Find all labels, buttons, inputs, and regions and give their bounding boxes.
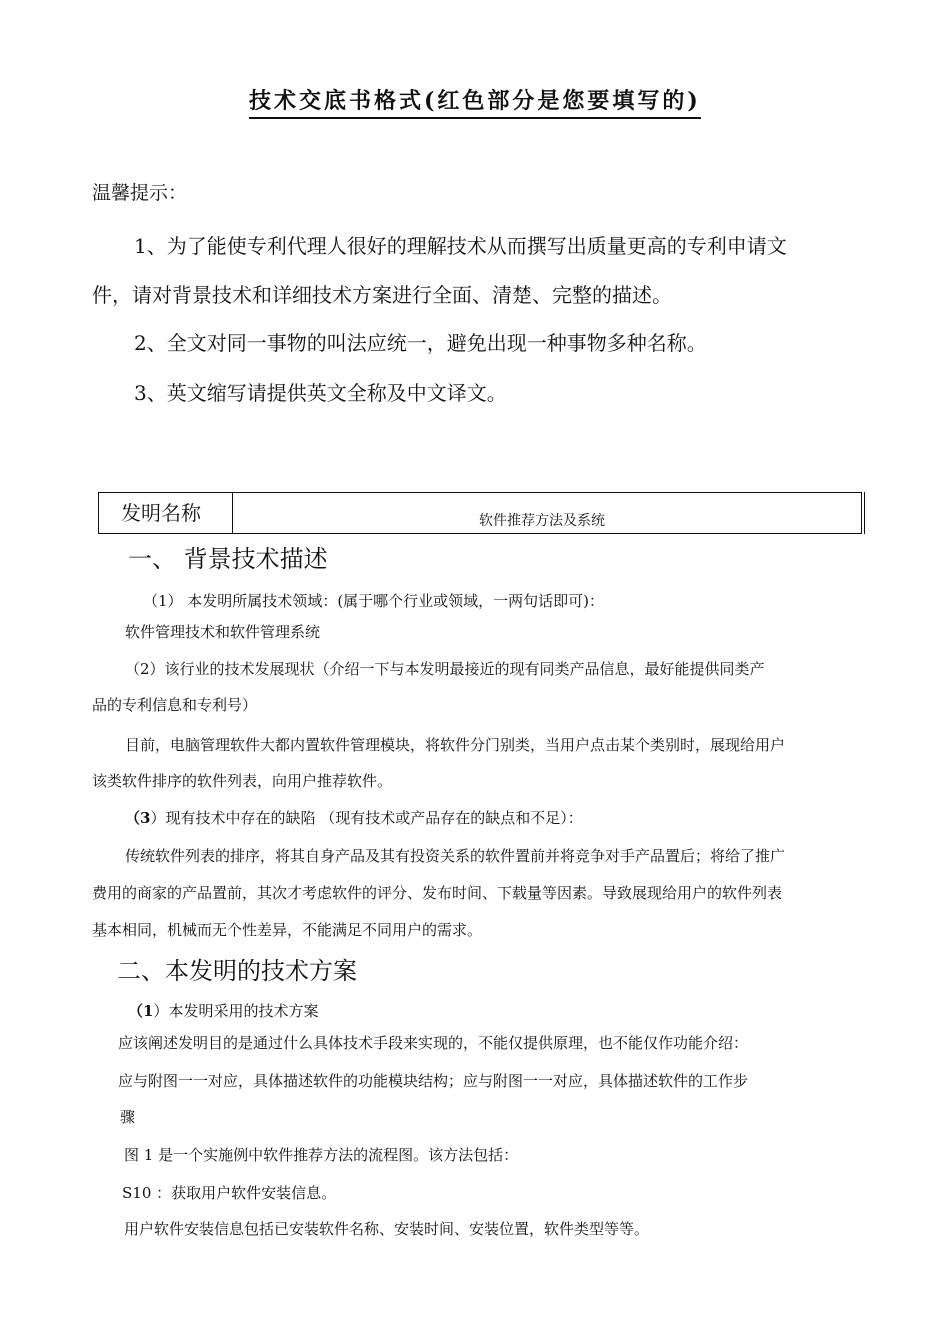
section-2-line-1: 应该阐述发明目的是通过什么具体技术手段来实现的，不能仅提供原理，也不能仅作功能介绍：: [118, 1034, 749, 1052]
tips-heading: 温馨提示：: [92, 182, 188, 204]
section-1-a3-line-1: 传统软件列表的排序，将其自身产品及其有投资关系的软件置前并将竞争对手产品置后；将给了推广: [125, 847, 786, 865]
section-2-line-3: 骤: [120, 1108, 136, 1126]
section-1-a2-line-2: 该类软件排序的软件列表，向用户推荐软件。: [92, 772, 393, 790]
invention-name-table: [98, 492, 862, 534]
section-2-q1-num: （1: [128, 1002, 154, 1020]
section-1-a2-line-1: 目前，电脑管理软件大都内置软件管理模块，将软件分门别类，当用户点击某个类别时，展现给用户: [125, 736, 786, 754]
section-1-q1: （1） 本发明所属技术领域：(属于哪个行业或领域，一两句话即可)：: [143, 592, 605, 610]
invention-name-label: 发明名称: [99, 493, 233, 533]
document-title: 技术交底书格式(红色部分是您要填写的): [249, 84, 701, 119]
section-1-a1: 软件管理技术和软件管理系统: [125, 623, 321, 641]
tip-1-line-2: 件，请对背景技术和详细技术方案进行全面、清楚、完整的描述。: [92, 283, 672, 307]
section-2-q1-text: ）本发明采用的技术方案: [153, 1002, 319, 1020]
tip-2: 2、全文对同一事物的叫法应统一，避免出现一种事物多种名称。: [134, 331, 707, 355]
section-1-q3-text: ）现有技术中存在的缺陷 （现有技术或产品存在的缺点和不足）：: [150, 809, 583, 827]
step-s10: S10 ：获取用户软件安装信息。: [122, 1184, 337, 1202]
section-1-q2-line-1: （2）该行业的技术发展现状（介绍一下与本发明最接近的现有同类产品信息，最好能提供同类产: [125, 660, 765, 678]
section-1-a3-line-3: 基本相同，机械而无个性差异，不能满足不同用户的需求。: [92, 921, 483, 939]
section-2-heading: 二、本发明的技术方案: [117, 957, 357, 985]
figure-1-caption: 图 1 是一个实施例中软件推荐方法的流程图。该方法包括：: [124, 1146, 519, 1164]
section-1-q2-line-2: 品的专利信息和专利号）: [92, 696, 258, 714]
section-2-line-2: 应与附图一一对应，具体描述软件的功能模块结构；应与附图一一对应，具体描述软件的工作步: [118, 1072, 749, 1090]
section-1-heading: 一、 背景技术描述: [128, 545, 328, 573]
invention-name-value: 软件推荐方法及系统: [479, 513, 605, 529]
section-1-a3-line-2: 费用的商家的产品置前，其次才考虑软件的评分、发布时间、下载量等因素。导致展现给用户的软件列表: [92, 884, 783, 902]
tip-3: 3、英文缩写请提供英文全称及中文译文。: [134, 381, 507, 405]
tip-1-line-1: 1、为了能使专利代理人很好的理解技术从而撰写出质量更高的专利申请文: [134, 234, 787, 258]
section-1-q3: [125, 807, 583, 828]
section-1-q3-num: （3: [125, 809, 151, 827]
step-s10-description: 用户软件安装信息包括已安装软件名称、安装时间、安装位置，软件类型等等。: [124, 1220, 650, 1238]
section-2-q1: [128, 1000, 318, 1021]
